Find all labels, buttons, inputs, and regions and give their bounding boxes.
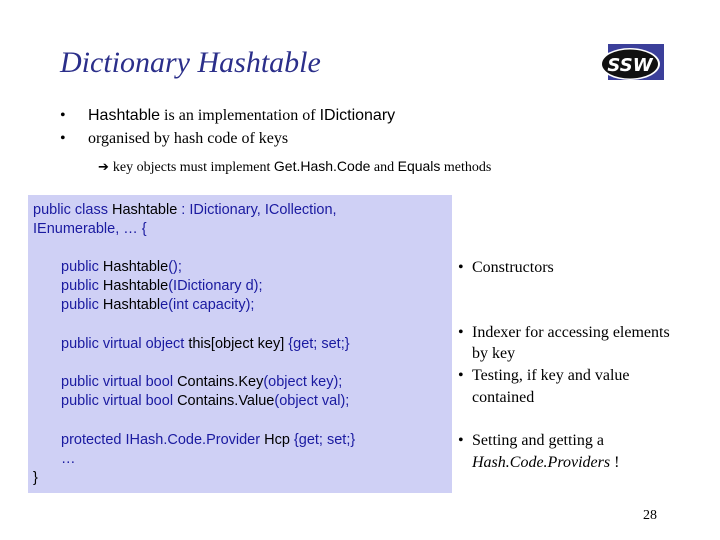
code-line: public virtual bool Contains.Value(object val); xyxy=(61,393,350,409)
code-line: public virtual bool Contains.Key(object key); xyxy=(61,374,343,390)
code-line: IEnumerable, … { xyxy=(33,221,147,237)
slide-title: Dictionary Hashtable xyxy=(60,46,321,79)
code-line: } xyxy=(33,470,38,486)
bullet-text: organised by hash code of keys xyxy=(88,130,289,147)
svg-text:SSW: SSW xyxy=(607,55,653,76)
sub-point: ➔ key objects must implement Get.Hash.Code and Equals methods xyxy=(98,158,492,175)
code-line: public Hashtable(); xyxy=(61,259,182,275)
bullet-marker: • xyxy=(60,130,66,147)
code-line: public Hashtable(int capacity); xyxy=(61,297,255,313)
bullet-text: Hashtable is an implementation of IDictionary xyxy=(88,107,396,124)
ssw-logo-icon xyxy=(598,42,666,82)
code-line: protected IHash.Code.Provider Hcp {get; set;} xyxy=(61,432,356,448)
code-line: public virtual object this[object key] {get; set;} xyxy=(61,336,350,352)
code-line: public class Hashtable : IDictionary, ICollection, xyxy=(33,202,337,218)
right-arrow-icon: ➔ xyxy=(98,160,109,175)
page-number: 28 xyxy=(643,508,657,523)
code-line: … xyxy=(61,451,76,467)
code-block xyxy=(28,195,452,493)
code-line: public Hashtable(IDictionary d); xyxy=(61,278,263,294)
bullet-marker: • xyxy=(60,107,66,124)
